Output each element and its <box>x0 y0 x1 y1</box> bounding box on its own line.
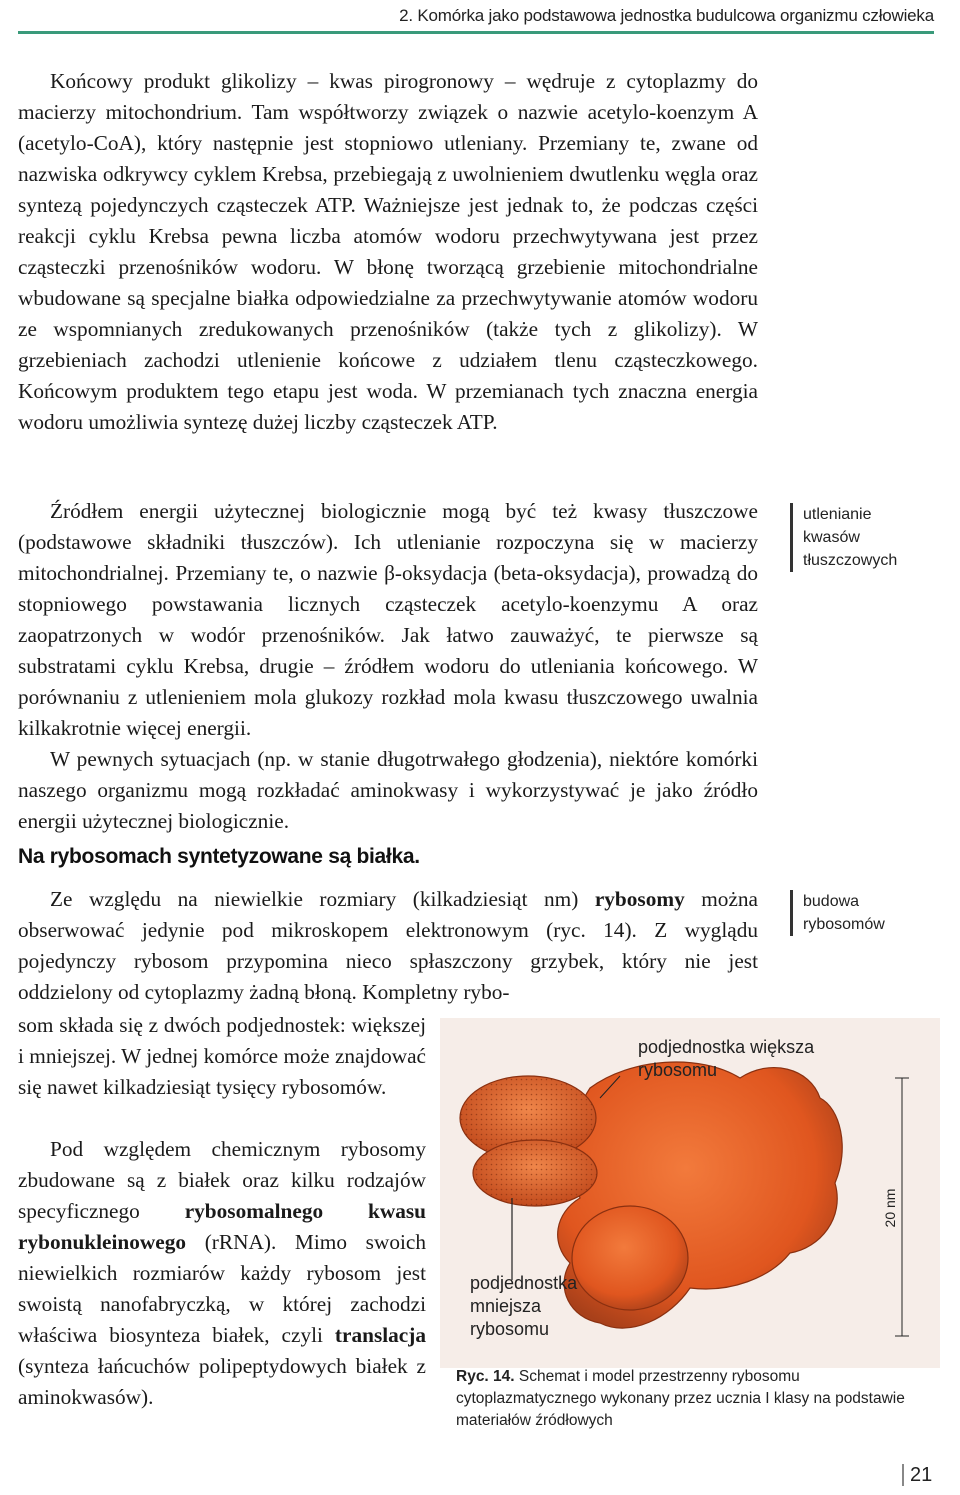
text-span: (synteza łańcuchów polipeptydowych białek z aminokwasów). <box>18 1354 426 1409</box>
scale-label: 20 nm <box>882 1188 898 1228</box>
text-span: (rRNA). Mimo swoich niewielkich rozmiarów każdy rybosom jest swoistą nanofabryczką, w której zachodzi właściwa biosynteza białek, czyli <box>18 1230 426 1347</box>
text-span: Ze względu na niewielkie rozmiary (kilkadziesiąt nm) <box>50 887 595 911</box>
label-small-subunit: podjednostka mniejsza rybosomu <box>470 1273 578 1339</box>
margin-note-text: utlenianie kwasów tłuszczowych <box>803 506 898 569</box>
margin-note-text: budowa rybosomów <box>803 893 885 933</box>
paragraph-text: W pewnych sytuacjach (np. w stanie długotrwałego głodzenia), niektóre komórki naszego organizmu mogą rozkładać aminokwasy i wykorzystywać je jako źródło energii użytecznej biologicznie. <box>18 747 758 833</box>
paragraph-krebs <box>18 66 758 438</box>
paragraph-text: Końcowy produkt glikolizy – kwas pirogronowy – wędruje z cytoplazmy do macierzy mitochondrium. Tam współtworzy związek o nazwie acetylo-koenzym A (acetylo-CoA), który następnie jest stopniowo utleniany. Przemiany te, zwane od nazwiska odkrywcy cyklem Krebsa, przebiegają z uwolnieniem dwutlenku węgla oraz syntezą pojedynczych cząsteczek ATP. Ważniejsze jest jednak to, że podczas części reakcji cyklu Krebsa pewna liczba atomów wodoru przechwytywana jest przez cząsteczki przenośników wodoru. W błonę tworzącą grzebienie mitochondrialne wbudowane są specjalne białka odpowiedzialne za przechwytywanie atomów wodoru ze wspomnianych zredukowanych przenośników (także tych z glikolizy). W grzebieniach zachodzi utlenienie końcowe z udziałem tlenu cząsteczkowego. Końcowym produktem tego etapu jest woda. W przemianach tych znaczna energia wodoru umożliwia syntezę dużej liczby cząsteczek ATP. <box>18 69 758 434</box>
paragraph-subunits <box>18 1010 426 1103</box>
ribosome-figure <box>440 1018 940 1368</box>
paragraph-text <box>18 884 758 1008</box>
paragraph-text: som składa się z dwóch podjednostek: większej i mniejszej. W jednej komórce może znajdować się nawet kilkadziesiąt tysięcy rybosomów. <box>18 1013 426 1099</box>
caption-text: Schemat i model przestrzenny rybosomu cytoplazmatycznego wykonany przez ucznia I klasy na podstawie materiałów źródłowych <box>456 1368 905 1429</box>
caption-number: Ryc. 14. <box>456 1368 515 1385</box>
paragraph-amino-acids <box>18 744 758 837</box>
bold-term: rybosomy <box>594 887 685 911</box>
paragraph-beta-oxidation <box>18 496 758 744</box>
page-header <box>0 0 960 34</box>
section-heading: Na rybosomach syntetyzowane są białka. <box>18 845 420 868</box>
text-span: Pod względem chemicznym rybosomy zbudowane są z białek oraz kilku rodzajów specyficznego <box>18 1137 426 1223</box>
page-number: 21 <box>902 1464 932 1486</box>
paragraph-text: Źródłem energii użytecznej biologicznie mogą być też kwasy tłuszczowe (podstawowe składniki tłuszczów). Ich utlenianie rozpoczyna się w macierzy mitochondrialnej. Przemiany te, o nazwie β-oksydacja (beta-oksydacja), prowadzą do stopniowego powstawania licznych cząsteczek acetylo-koenzymu A oraz zaopatrzonych w wodór przenośników. Jak łatwo zauważyć, te pierwsze są substratami cyklu Krebsa, drugie – źródłem wodoru do utleniania końcowego. W porównaniu z utlenieniem mola glukozy rozkład mola kwasu tłuszczowego uwalnia kilkakrotnie więcej energii. <box>18 499 758 740</box>
cap-texture <box>473 1140 597 1206</box>
label-large-subunit: podjednostka większa rybosomu <box>638 1037 815 1080</box>
figure-caption <box>456 1366 936 1432</box>
chapter-title: 2. Komórka jako podstawowa jednostka budulcowa organizmu człowieka <box>399 6 934 25</box>
header-rule <box>18 31 934 34</box>
text-span: można obserwować jedynie pod mikroskopem elektronowym (ryc. 14). Z wyglądu pojedynczy rybosom przypomina nieco spłaszczony grzybek, który nie jest oddzielony od cytoplazmy żadną błoną. Kompletny rybo- <box>18 887 759 1004</box>
bold-term: translacja <box>334 1323 426 1347</box>
margin-note-ribosomes <box>790 890 898 936</box>
bold-term: rybosomalnego kwasu rybonukleinowego <box>18 1199 426 1254</box>
paragraph-text <box>18 1134 426 1413</box>
paragraph-chemistry <box>18 1134 426 1413</box>
paragraph-ribosome-intro <box>18 884 758 1008</box>
margin-note-fatty-acids <box>790 503 898 572</box>
